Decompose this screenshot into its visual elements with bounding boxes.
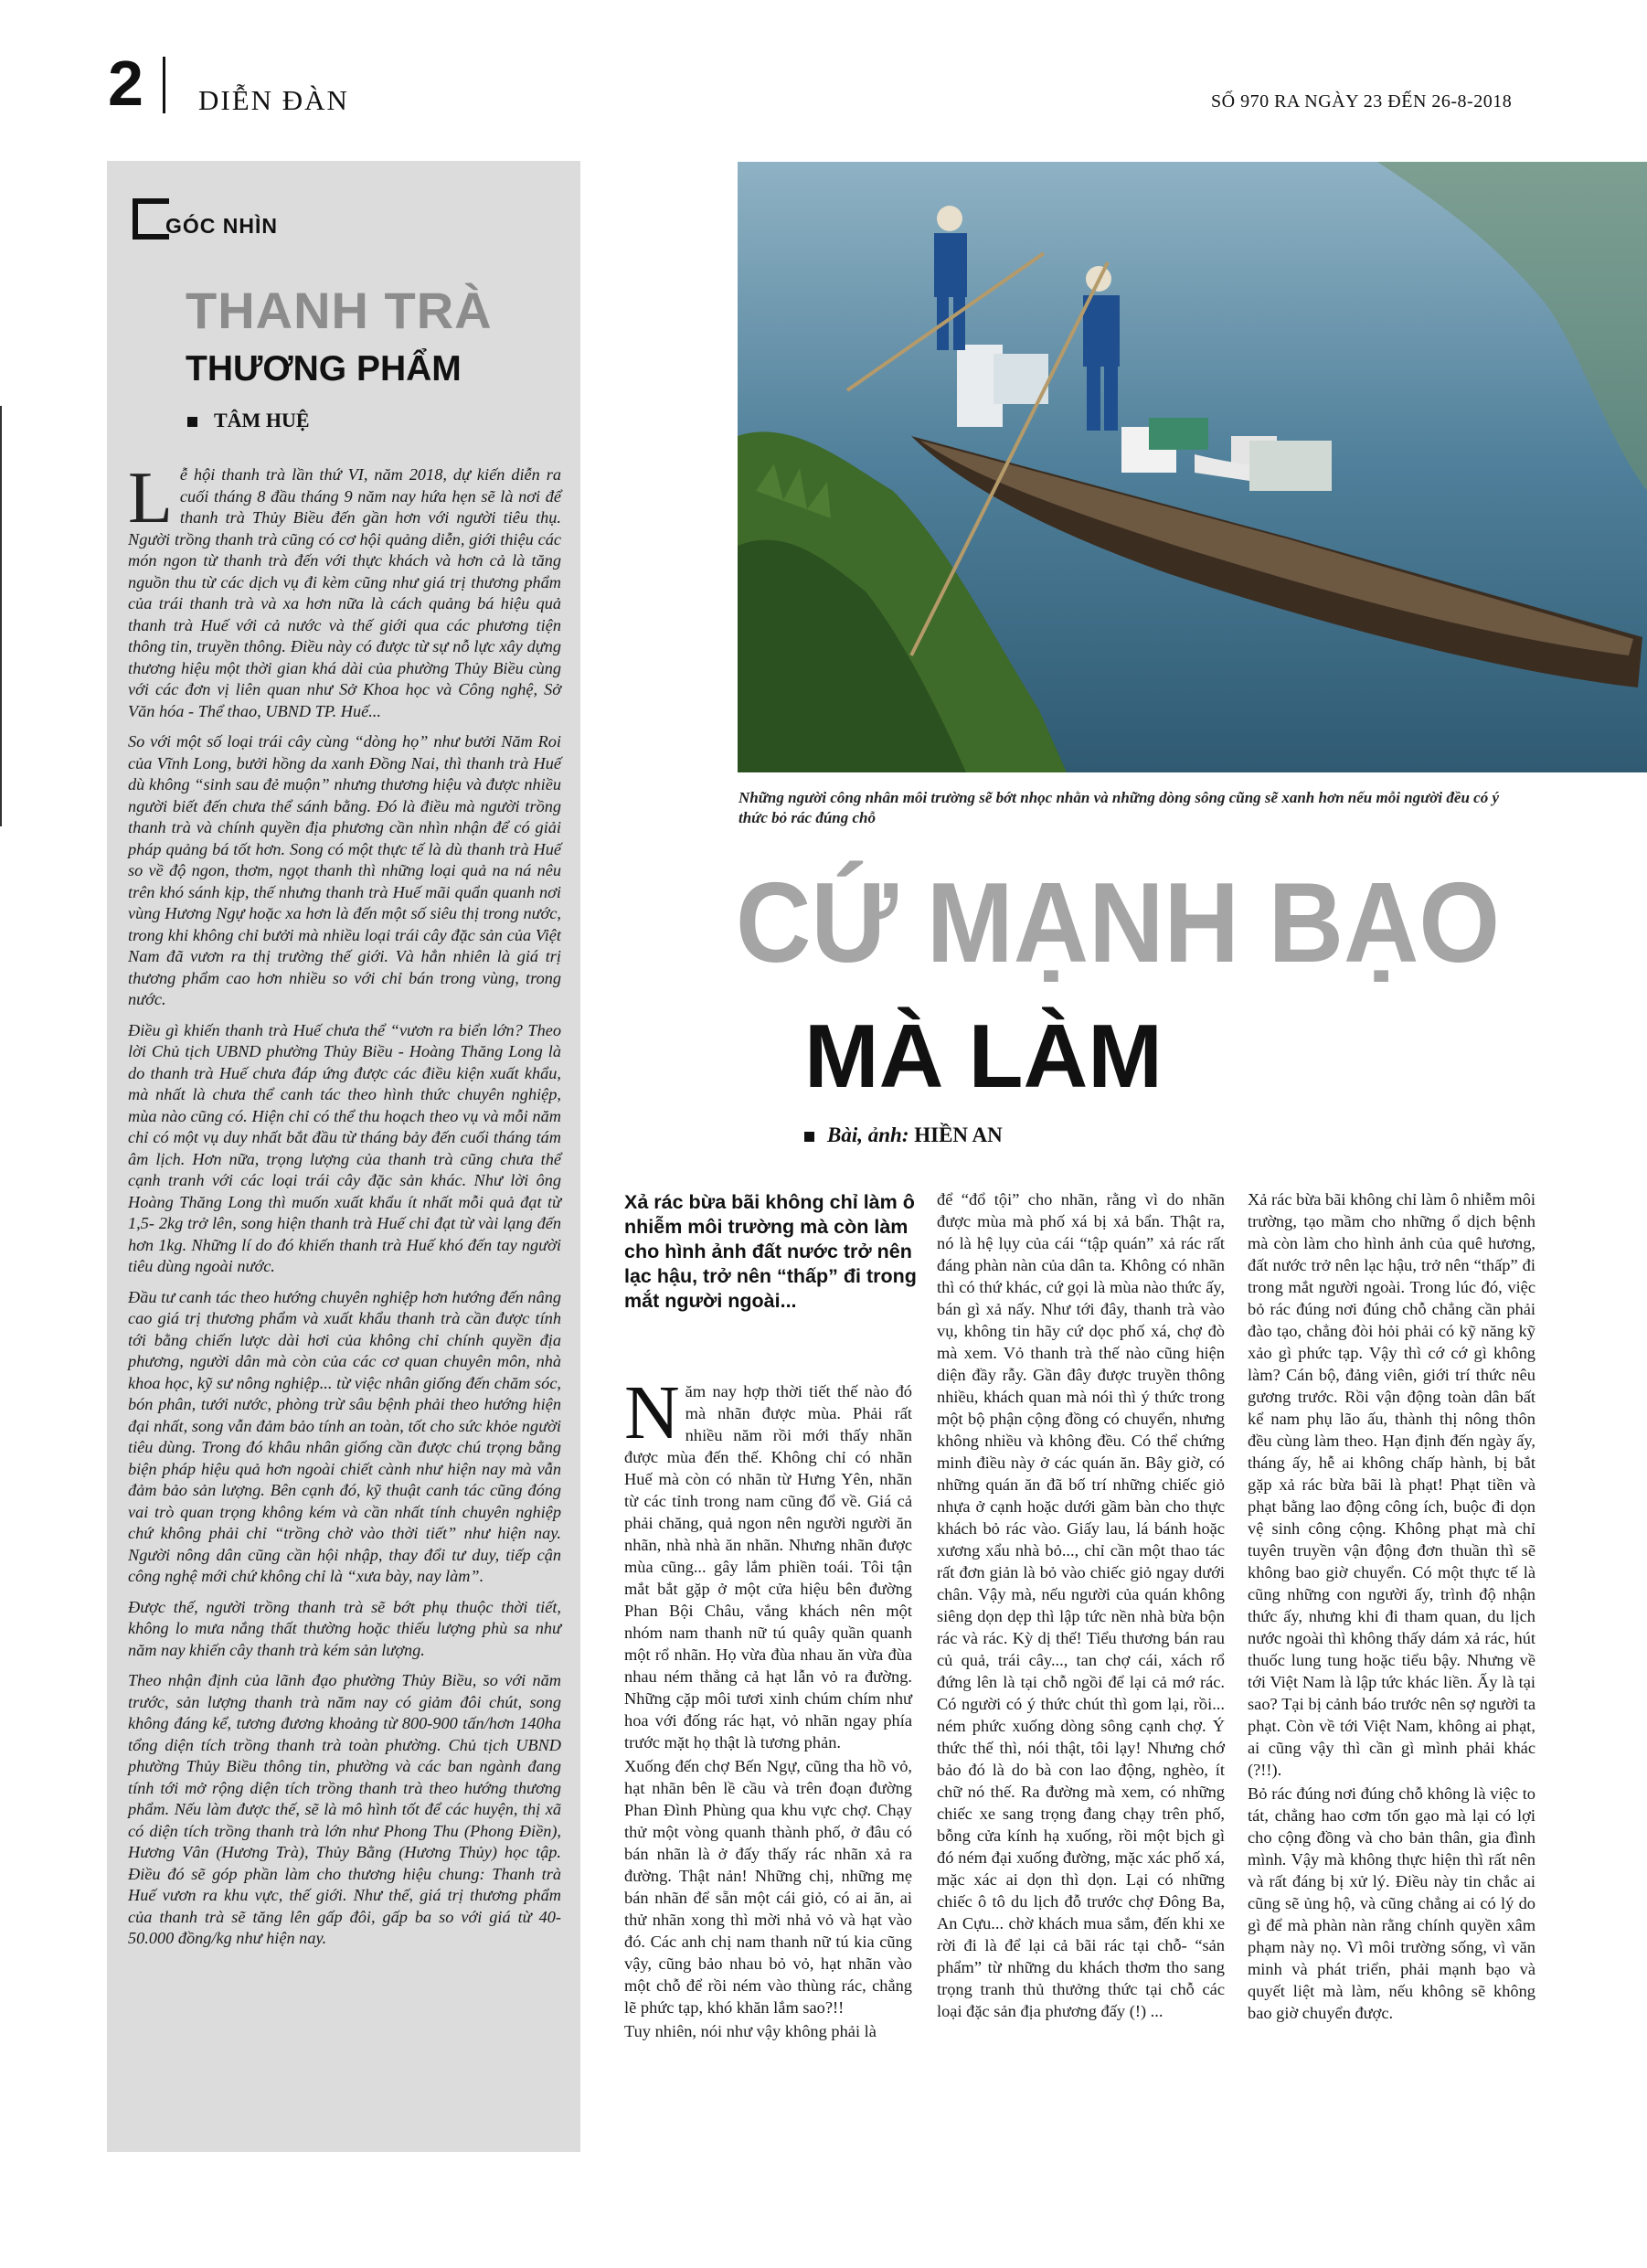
article-column-3 (1248, 1188, 1535, 2026)
sidebar-paragraph: Điều gì khiến thanh trà Huế chưa thể “vươn ra biển lớn? Theo lời Chủ tịch UBND phường Thủy Biều - Hoàng Thăng Long là do thanh trà Huế chưa đáp ứng được các điều kiện xuất khẩu, mà nhất là chưa thể canh tác theo hình thức chuyên nghiệp, mùa nào cũng có. Hiện chỉ có thể thu hoạch theo vụ và mỗi năm chỉ có một vụ duy nhất bắt đầu từ tháng bảy đến cuối tháng tám âm lịch. Hơn nữa, trọng lượng của thanh trà cũng chưa thể cạnh tranh với các loại trái cây đặc sản khác. Như lời ông Hoàng Thăng Long thì muốn xuất khẩu ít nhất mỗi quả đạt từ 1,5- 2kg trở lên, song hiện thanh trà Huế chỉ đạt từ vài lạng đến hơn 1kg. Những lí do đó khiến thanh trà Huế khó đến tay người tiêu dùng ngoài nước. (128, 1020, 561, 1275)
sidebar-title-line1: THANH TRÀ (186, 282, 493, 339)
article-paragraph: Xả rác bừa bãi không chỉ làm ô nhiễm môi trường, tạo mầm cho những ổ dịch bệnh mà còn làm cho hình ảnh của quê hương, đất nước trở nên lạc hậu, trở nên “thấp” đi trong mắt người ngoài. Trong lúc đó, việc bỏ rác đúng nơi đúng chỗ chẳng cần phải đào tạo, chẳng đòi hỏi phải có kỹ năng kỹ xảo gì phức tạp. Vậy thì cớ cớ gì không làm? Cán bộ, đảng viên, giới trí thức nêu gương trước. Rồi vận động toàn dân bất kể nam phụ lão ấu, thành thị nông thôn đều cùng làm theo. Hạn định đến ngày ấy, tháng ấy, hễ ai không chấp hành, bị bắt gặp xả rác bừa bãi là phạt! Phạt tiền và phạt bằng lao động công ích, buộc đi dọn vệ sinh công cộng. Không phạt mà chỉ tuyên truyền vận động đơn thuần thì sẽ không bao giờ chuyển. Có một thực tế là cũng những con người ấy, trình độ nhận thức ấy, nhưng khi đi tham quan, du lịch nước ngoài thì không thấy dám xả rác, hút thuốc lung tung hoặc tiểu bậy. Nhưng về tới Việt Nam là lập tức khác liền. Ấy là tại sao? Tại bị cảnh báo trước nên sợ người ta phạt. Còn về tới Việt Nam, không ai phạt, ai cũng vậy thì cần gì mình phải khác (?!!). (1248, 1190, 1535, 1779)
byline-name: HIỀN AN (914, 1123, 1003, 1146)
article-paragraph: Bỏ rác đúng nơi đúng chỗ không là việc to tát, chẳng hao cơm tốn gạo mà lại có lợi cho cộng đồng và cho bản thân, gia đình mình. Vậy mà không thực hiện thì rất nên và rất đáng bị xử lý. Điều này tin chắc ai cũng sẽ ủng hộ, và cũng chẳng ai có lý do gì để mà phàn nàn rằng chính quyền xâm phạm này nọ. Vì môi trường sống, vì văn minh và phát triển, phải mạnh bạo và quyết liệt mà làm, nếu không sẽ không bao giờ chuyển được. (1248, 1784, 1535, 2022)
page-number: 2 (108, 48, 143, 119)
bullet-square-icon (804, 1132, 814, 1142)
byline-label: Bài, ảnh: (827, 1123, 909, 1146)
sidebar-paragraph: Theo nhận định của lãnh đạo phường Thủy Biều, so với năm trước, sản lượng thanh trà năm nay có giảm đôi chút, song không đáng kể, tương đương khoảng từ 800-900 tấn/hơn 140ha tổng diện tích trồng thanh trà toàn phường. Chủ tịch UBND phường Thủy Biều thông tin, phường và các ban ngành đang tính tới mở rộng diện tích trồng thanh trà theo hướng thương phẩm. Nếu làm được thế, sẽ là mô hình tốt để các huyện, thị xã có diện tích trồng thanh trà lớn như Phong Thu (Phong Điền), Hương Vân (Hương Trà), Thủy Bằng (Hương Thủy) học tập. Điều đó sẽ góp phần làm cho thương hiệu chung: Thanh trà Huế vươn ra khu vực, thế giới. Như thế, giá trị thương phẩm của thanh trà sẽ tăng lên gấp đôi, gấp ba so với giá từ 40-50.000 đồng/kg như hiện nay. (128, 1671, 561, 1947)
sidebar-title-line2: THƯƠNG PHẨM (186, 349, 462, 389)
header-divider (163, 57, 165, 113)
article-paragraph: Xuống đến chợ Bến Ngự, cũng tha hồ vỏ, hạt nhãn bên lề cầu và trên đoạn đường Phan Đình Phùng qua khu vực chợ. Chạy thử một vòng quanh thành phố, ở đâu có bán nhãn là ở đấy thấy rác nhãn xả ra đường. Thật nản! Những chị, những mẹ bán nhãn để sẵn một cái giỏ, có ai ăn, ai thử nhãn xong thì mời nhả vỏ và hạt vào đó. Các anh chị nam thanh nữ tú kia cũng vậy, cũng bảo nhau bỏ vỏ, hạt nhãn vào một chỗ để rồi ném vào thùng rác, chẳng lẽ phức tạp, khó khăn lắm sao?!! (624, 1757, 912, 2017)
section-title: DIỄN ĐÀN (198, 84, 349, 116)
sidebar-author (187, 409, 310, 432)
river-boat-illustration (738, 162, 1647, 772)
sidebar-paragraph: Được thế, người trồng thanh trà sẽ bớt phụ thuộc thời tiết, không lo mưa nắng thất thường hoặc thiếu lượng phù sa như năm nay khiến cây thanh trà kém sản lượng. (128, 1597, 561, 1659)
sidebar-paragraph: So với một số loại trái cây cùng “dòng họ” như bưởi Năm Roi của Vĩnh Long, bưởi hồng da xanh Đồng Nai, thì thanh trà Huế dù không “sinh sau đẻ muộn” nhưng thương hiệu và được nhiều người biết đến chưa thể sánh bằng. Đó là điều mà người trồng thanh trà và chính quyền địa phương cần nhìn nhận để có giải pháp quảng bá tốt hơn. Song có một thực tế là dù thanh trà Huế so về độ ngon, thơm, ngọt thanh thì những loại quả na ná nêu trên khó sánh kịp, thế nhưng thanh trà Huế mãi quẩn quanh nơi vùng Hương Ngự hoặc xa hơn là đến một số siêu thị trong nước, trong khi không chỉ bưởi mà nhiều loại trái cây đặc sản của Việt Nam đã vươn ra thị trường thế giới. Và hẳn nhiên là giá trị thương phẩm cao hơn nhiều so với chỉ bán trong vùng, trong nước. (128, 732, 561, 1008)
article-column-1 (624, 1370, 912, 2044)
page-edge-line (0, 406, 2, 826)
article-title-line2: MÀ LÀM (804, 1006, 1163, 1106)
article-paragraph: Tuy nhiên, nói như vậy không phải là (624, 2022, 877, 2040)
sidebar-paragraph: Đầu tư canh tác theo hướng chuyên nghiệp hơn hướng đến nâng cao giá trị thương phẩm và xuất khẩu thanh trà cần được tính tới bằng chiến lược dài hơi của không chỉ chính quyền địa phương, người dân mà còn của các cơ quan chuyên môn, nhà khoa học, kỹ sư nông nghiệp... từ việc nhân giống đến chăm sóc, bón phân, tưới nước, phòng trừ sâu bệnh phải theo hướng hiện đại nhất, song vẫn đảm bảo tính an toàn, tốt cho sức khỏe người tiêu dùng. Trong đó khâu nhân giống cần được chú trọng bằng biện pháp hiệu quả hơn ngoài chiết cành như hiện nay mà vẫn đảm bảo sản lượng. Bên cạnh đó, kỹ thuật canh tác cũng đóng vai trò quan trọng không kém và cần nhất tính chuyên nghiệp chứ không phải chỉ “trồng chờ vào thời tiết” như hiện nay. Người nông dân cũng cần hội nhập, thay đổi tư duy, tiếp cận công nghệ mới chứ không chỉ là “xưa bày, nay làm”. (128, 1287, 561, 1585)
issue-info: SỐ 970 RA NGÀY 23 ĐẾN 26-8-2018 (1211, 91, 1513, 112)
photo-caption: Những người công nhân môi trường sẽ bớt nhọc nhằn và những dòng sông cũng sẽ xanh hơn nếu mỗi người đều có ý thức bỏ rác đúng chỗ (738, 789, 1499, 826)
column-label-icon (133, 198, 169, 240)
article-column-2 (937, 1188, 1225, 2024)
article-lead: Xả rác bừa bãi không chỉ làm ô nhiễm môi trường mà còn làm cho hình ảnh đất nước trở nên lạc hậu, trở nên “thấp” đi trong mắt người ngoài... (624, 1191, 917, 1312)
sidebar-drop-cap: L (128, 458, 173, 538)
sidebar-author-name: TÂM HUỆ (214, 409, 310, 431)
sidebar-body (128, 458, 561, 1959)
sidebar-paragraph: Lễ hội thanh trà lần thứ VI, năm 2018, dự kiến diễn ra cuối tháng 8 đầu tháng 9 năm nay hứa hẹn sẽ là nơi để thanh trà Thủy Biều đến gần hơn với người tiêu thụ. Người trồng thanh trà cũng có cơ hội quảng diễn, giới thiệu các món ngon từ thanh trà đến với thực khách và hơn cả là tăng nguồn thu từ các dịch vụ đi kèm cũng như giá trị thương phẩm của trái thanh trà và xa hơn nữa là cách quảng bá hiệu quả thanh trà Huế với cả nước và thế giới qua các phương tiện thông tin, truyền thông. Điều này có được từ sự nỗ lực xây dựng thương hiệu một thời gian khá dài của phường Thủy Biều cùng với các đơn vị liên quan như Sở Khoa học và Công nghệ, Sở Văn hóa - Thể thao, UBND TP. Huế... (128, 458, 561, 720)
article-drop-cap: N (624, 1370, 680, 1455)
article-title-line1: CỨ MẠNH BẠO (736, 860, 1501, 986)
article-paragraph: Năm nay hợp thời tiết thế nào đó mà nhãn được mùa. Phải rất nhiều năm rồi mới thấy nhãn được mùa đến thế. Không chỉ có nhãn Huế mà còn có nhãn từ Hưng Yên, nhãn từ các tỉnh trong nam cũng đổ về. Giá cả phải chăng, quả ngon nên người người ăn nhãn, nhà nhà ăn nhãn. Nhưng nhãn được mùa cũng... gây lắm phiền toái. Tôi tận mắt bắt gặp ở một cửa hiệu bên đường Phan Bội Châu, vắng khách nên một nhóm nam thanh nữ tú quây quần quanh một rổ nhãn. Họ vừa đùa nhau ăn vừa đùa nhau ném thẳng cả hạt lẫn vỏ ra đường. Những cặp môi tươi xinh chúm chím như hoa với đống rác hạt, vỏ nhãn ngay phía trước mặt họ thật là tương phản. (624, 1370, 912, 1752)
article-byline (804, 1123, 1003, 1147)
bullet-square-icon (187, 417, 197, 427)
article-photo (738, 162, 1647, 772)
article-paragraph: để “đổ tội” cho nhãn, rằng vì do nhãn được mùa mà phố xá bị xả bẩn. Thật ra, nó là hệ lụy của cái “tập quán” xả rác rất đáng phàn nàn của dân ta. Không có nhãn thì có thứ khác, cứ gọi là mùa nào thức ấy, bán gì xả nấy. Như tới đây, thanh trà vào vụ, không tin hãy cứ dọc phố xá, chợ đò mà xem. Vỏ thanh trà thế nào cũng hiện diện đầy rẫy. Gần đây được truyền thông nhiều, khách quan mà nói thì ý thức trong một bộ phận cộng đồng có chuyển, nhưng không nhiều và không đều. Có thể chứng minh điều này ở các quán ăn. Bây giờ, có những quán ăn đã bố trí những chiếc giỏ nhựa ở cạnh hoặc dưới gầm bàn cho thực khách bỏ rác vào. Giấy lau, lá bánh hoặc xương xẩu nhà bỏ..., chỉ cần một thao tác rất đơn giản là bỏ vào chiếc giỏ ngay dưới chân. Vậy mà, nếu người của quán không siêng dọn dẹp thì lập tức nền nhà bừa bộn rác và rác. Kỳ dị thế! Tiểu thương bán rau củ quả, trái cây..., tan chợ cái, xách rổ đứng lên là tại chỗ ngồi để lại cả mớ rác. Có người có ý thức chút thì gom lại, rồi... ném phức xuống dòng sông cạnh chợ. Ý thức thế thì, nói thật, tôi lạy! Nhưng chớ bảo đó là do bà con lao động, nghèo, ít chữ nó thế. Ra đường mà xem, có những chiếc xe sang trọng đang chạy trên phố, bỗng cửa kính hạ xuống, rồi một bịch gì đó ném đại xuống đường, mặc xác phố xá, mặc xác ai dọn thì dọn. Lại có những chiếc ô tô du lịch đỗ trước chợ Đông Ba, An Cựu... chờ khách mua sắm, đến khi xe rời đi là để lại cả bãi rác tại chỗ- “sản phẩm” từ những du khách thơm tho sang trọng tranh thủ thưởng thức tại chỗ các loại đặc sản địa phương đấy (!) ... (937, 1190, 1225, 2020)
column-label: GÓC NHÌN (165, 214, 278, 238)
